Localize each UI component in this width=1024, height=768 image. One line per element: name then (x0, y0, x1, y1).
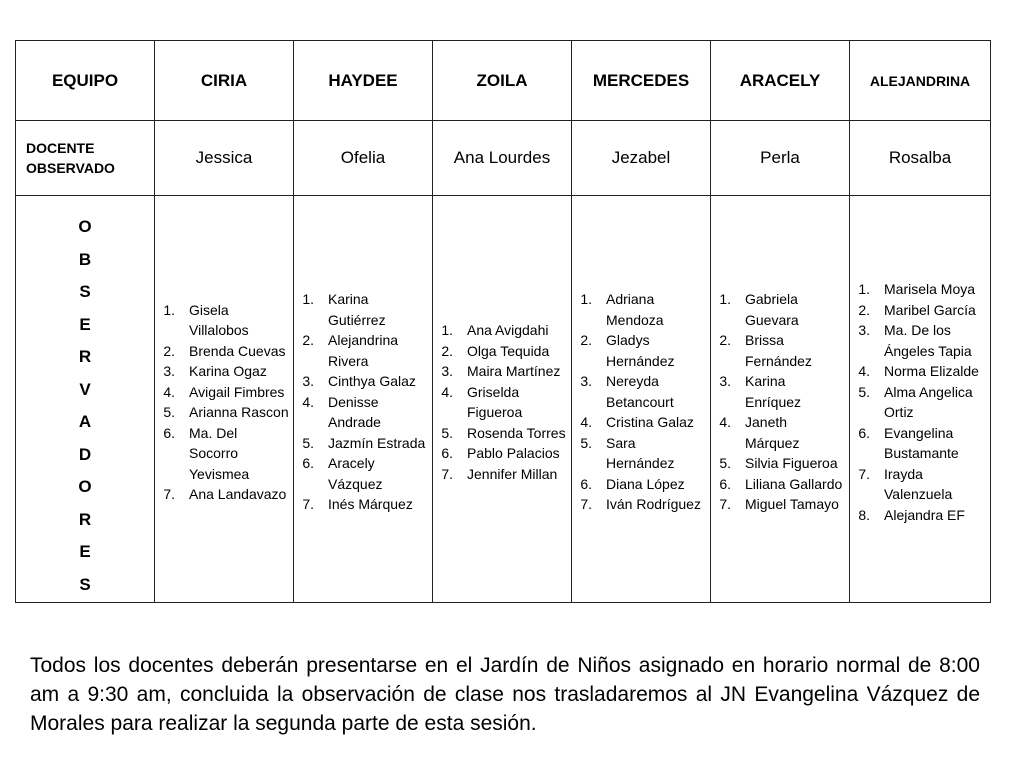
header-mercedes: MERCEDES (572, 41, 711, 121)
observer-name: Denisse Andrade (328, 393, 381, 431)
observer-item (433, 382, 567, 423)
observer-number: 1. (163, 301, 175, 318)
observer-number: 7. (163, 486, 175, 502)
docente-ciria: Jessica (155, 121, 294, 196)
observadores-letter: D (78, 444, 92, 464)
observer-number: 5. (163, 404, 175, 420)
observadores-letter: S (79, 574, 91, 594)
observadores-letter: A (78, 412, 92, 431)
observer-name: Rosenda Torres (467, 424, 566, 441)
observer-item (572, 289, 706, 330)
observer-name: Norma Elizalde (884, 363, 979, 379)
observer-name: Gisela Villalobos (189, 301, 249, 338)
observer-item (572, 412, 706, 433)
observadores-mercedes (572, 196, 711, 603)
observadores-aracely (711, 196, 850, 603)
observer-item (711, 494, 845, 515)
observer-name: Brenda Cuevas (189, 342, 286, 359)
observer-item (711, 474, 845, 495)
observer-item (155, 423, 289, 485)
observer-number: 7. (580, 496, 592, 513)
observer-list (433, 320, 571, 484)
observer-number: 1. (302, 291, 314, 308)
observer-number: 3. (858, 322, 870, 338)
observadores-letter: S (79, 282, 91, 301)
observer-name: Avigail Fimbres (189, 383, 285, 400)
observer-number: 3. (719, 373, 731, 390)
observer-name: Arianna Rascon (189, 404, 289, 420)
observer-item (294, 392, 428, 433)
observer-item (294, 433, 428, 454)
observer-name: Ma. Del Socorro Yevismea (189, 424, 250, 482)
observadores-vertical-label (16, 196, 155, 603)
observer-list (155, 300, 293, 505)
docente-observado-label (16, 121, 155, 196)
observer-number: 5. (302, 434, 314, 451)
header-row (16, 41, 991, 121)
observer-number: 3. (441, 363, 453, 379)
observer-item (155, 300, 289, 341)
observer-name: Liliana Gallardo (745, 475, 843, 492)
observer-name: Ana Avigdahi (467, 322, 549, 338)
docente-zoila: Ana Lourdes (433, 121, 572, 196)
observer-name: Olga Tequida (467, 342, 550, 359)
observer-number: 7. (441, 465, 453, 482)
observer-number: 7. (302, 496, 314, 513)
observer-item (850, 382, 986, 423)
docente-haydee: Ofelia (294, 121, 433, 196)
docente-row (16, 121, 991, 196)
observer-name: Maribel García (884, 301, 976, 318)
observer-number: 6. (441, 445, 453, 461)
observadores-letter: O (78, 477, 92, 496)
observer-number: 5. (719, 455, 731, 472)
observer-item (711, 289, 845, 330)
header-ciria: CIRIA (155, 41, 294, 121)
observer-number: 2. (163, 342, 175, 359)
observadores-letter: R (78, 509, 92, 529)
observer-name: Adriana Mendoza (606, 291, 664, 328)
observer-number: 3. (302, 373, 314, 390)
docente-label-line1: DOCENTE (26, 140, 95, 156)
observer-number: 5. (858, 383, 870, 400)
observer-item (294, 371, 428, 392)
observer-list (850, 279, 990, 525)
observadores-ciria (155, 196, 294, 603)
observer-item (850, 300, 986, 321)
docente-aracely: Perla (711, 121, 850, 196)
observer-name: Griselda Figueroa (467, 383, 523, 420)
observer-item (711, 412, 845, 453)
observer-name: Cristina Galaz (606, 414, 694, 431)
schedule-table (15, 40, 991, 603)
observer-number: 3. (580, 373, 592, 390)
observer-name: Pablo Palacios (467, 445, 560, 461)
observer-name: Karina Gutiérrez (328, 291, 386, 328)
observer-item (433, 423, 567, 444)
observer-name: Ma. De los Ángeles Tapia (884, 322, 972, 359)
observer-name: Silvia Figueroa (745, 455, 838, 472)
observer-list (572, 289, 710, 515)
observer-name: Jennifer Millan (467, 465, 558, 482)
header-haydee: HAYDEE (294, 41, 433, 121)
observer-number: 4. (580, 414, 592, 431)
observer-item (850, 361, 986, 382)
docente-label-line2: OBSERVADO (26, 160, 115, 176)
observer-number: 6. (302, 455, 314, 472)
observer-item (155, 361, 289, 382)
observer-item (155, 484, 289, 505)
observer-item (850, 279, 986, 300)
observer-name: Karina Enríquez (745, 373, 802, 410)
observer-item (572, 433, 706, 474)
observer-number: 3. (163, 363, 175, 379)
observer-item (711, 371, 845, 412)
observer-item (572, 371, 706, 412)
observer-name: Gabriela Guevara (745, 291, 799, 328)
observer-name: Miguel Tamayo (745, 496, 839, 513)
observer-item (572, 494, 706, 515)
observer-number: 4. (858, 363, 870, 379)
observer-number: 6. (719, 475, 731, 492)
observer-number: 2. (441, 342, 453, 359)
observer-number: 8. (858, 506, 870, 523)
observer-name: Maira Martínez (467, 363, 561, 379)
observer-number: 2. (580, 332, 592, 349)
docente-mercedes: Jezabel (572, 121, 711, 196)
observer-item (433, 443, 567, 464)
instructions-paragraph: Todos los docentes deberán presentarse en el Jardín de Niños asignado en horario normal de 8:00 am a 9:30 am, concluida la observación de clase nos trasladaremos al JN Evangelina Vázquez de Morales para realizar la segunda parte de esta sesión. (30, 654, 980, 735)
docente-alejandrina: Rosalba (850, 121, 991, 196)
observer-item (155, 402, 289, 423)
observer-name: Diana López (606, 475, 685, 492)
observer-number: 1. (719, 291, 731, 308)
observadores-zoila (433, 196, 572, 603)
observer-name: Evangelina Bustamante (884, 424, 959, 461)
observer-name: Karina Ogaz (189, 363, 267, 379)
observer-name: Brissa Fernández (745, 332, 812, 369)
observer-number: 6. (580, 475, 592, 492)
observer-number: 7. (719, 496, 731, 513)
observer-item (572, 474, 706, 495)
observer-item (294, 330, 428, 371)
observer-name: Marisela Moya (884, 281, 976, 297)
observer-number: 5. (580, 434, 592, 451)
observer-name: Jazmín Estrada (328, 434, 426, 451)
observer-number: 6. (163, 424, 175, 441)
observer-item (850, 320, 986, 361)
observer-name: Gladys Hernández (606, 332, 675, 369)
observer-item (711, 330, 845, 371)
observadores-letter: V (79, 379, 91, 399)
observer-name: Alejandra EF (884, 506, 965, 523)
observer-item (850, 423, 986, 464)
observer-item (433, 464, 567, 485)
observer-item (433, 341, 567, 362)
observer-number: 4. (302, 393, 314, 410)
observer-name: Irayda Valenzuela (884, 465, 953, 502)
observer-name: Alejandrina Rivera (328, 332, 399, 369)
observer-list (294, 289, 432, 515)
observer-number: 1. (858, 281, 870, 297)
header-zoila: ZOILA (433, 41, 572, 121)
observadores-row (16, 196, 991, 603)
observer-number: 4. (441, 383, 453, 400)
observer-number: 5. (441, 424, 453, 441)
observer-number: 1. (441, 322, 453, 338)
header-alejandrina: ALEJANDRINA (850, 41, 991, 121)
observer-number: 4. (163, 383, 175, 400)
header-aracely: ARACELY (711, 41, 850, 121)
observer-item (294, 494, 428, 515)
observer-number: 2. (719, 332, 731, 349)
observadores-letter: B (78, 249, 92, 269)
observer-number: 2. (302, 332, 314, 349)
observer-item (294, 453, 428, 494)
observadores-alejandrina (850, 196, 991, 603)
observer-name: Nereyda Betancourt (606, 373, 674, 410)
observadores-haydee (294, 196, 433, 603)
observer-item (433, 320, 567, 341)
observer-item (711, 453, 845, 474)
observer-list (711, 289, 849, 515)
observer-number: 7. (858, 465, 870, 482)
observadores-letter: E (79, 314, 91, 334)
observer-name: Alma Angelica Ortiz (884, 383, 973, 420)
observer-item (850, 505, 986, 526)
observer-name: Sara Hernández (606, 434, 675, 472)
observer-item (155, 382, 289, 403)
observer-name: Iván Rodríguez (606, 496, 701, 513)
observer-number: 6. (858, 424, 870, 441)
observer-item (433, 361, 567, 382)
observer-name: Ana Landavazo (189, 486, 287, 502)
observadores-letter: R (78, 347, 92, 366)
observer-name: Janeth Márquez (745, 414, 800, 451)
observer-name: Inés Márquez (328, 496, 413, 513)
observer-number: 4. (719, 414, 731, 431)
observadores-letter: E (79, 542, 91, 561)
observer-item (155, 341, 289, 362)
observer-name: Cinthya Galaz (328, 373, 416, 390)
observer-number: 2. (858, 301, 870, 318)
observer-item (572, 330, 706, 371)
observadores-letter: O (78, 217, 92, 236)
observer-number: 1. (580, 291, 592, 308)
observer-item (850, 464, 986, 505)
observer-name: Aracely Vázquez (328, 455, 383, 492)
header-equipo: EQUIPO (16, 41, 155, 121)
observer-item (294, 289, 428, 330)
